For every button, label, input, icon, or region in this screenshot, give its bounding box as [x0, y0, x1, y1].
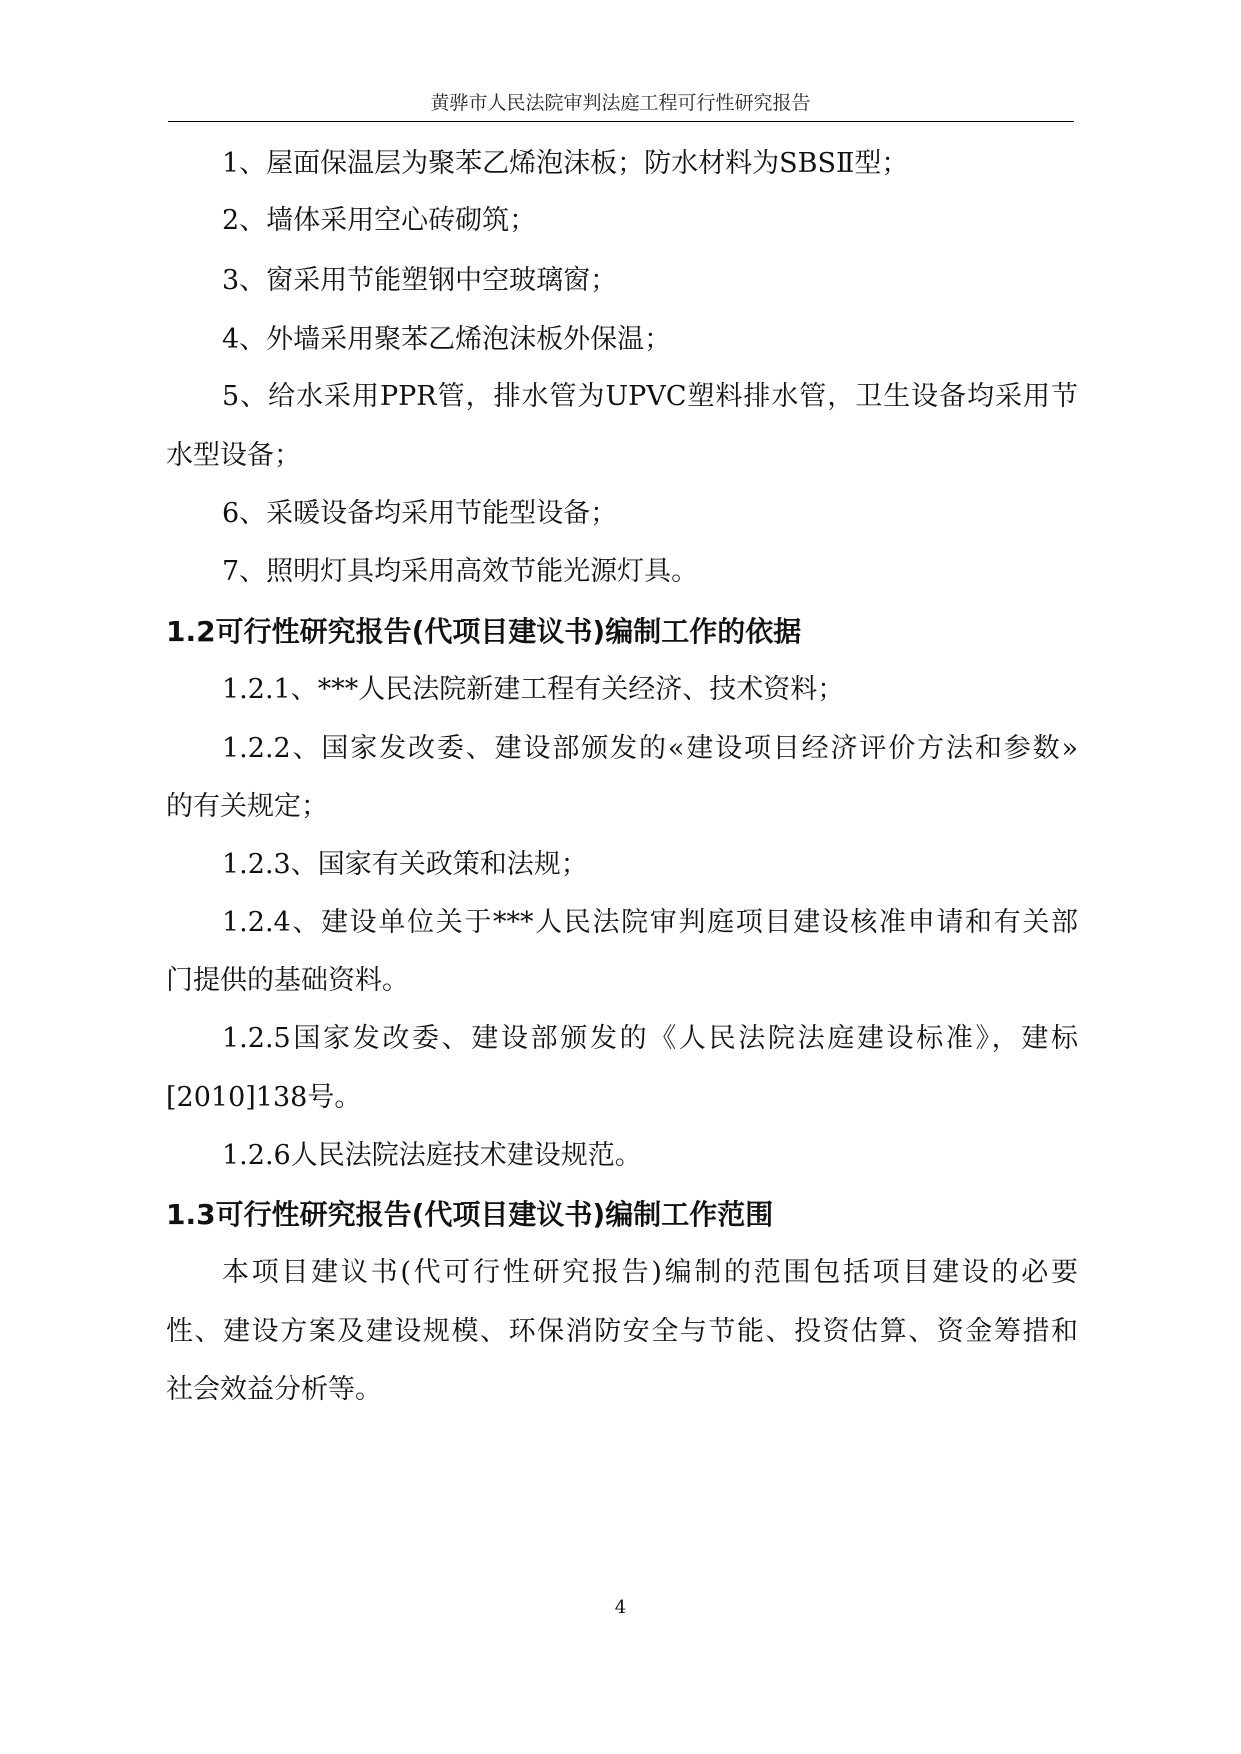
list-item: 7、照明灯具均采用高效节能光源灯具。 [222, 556, 699, 587]
paragraph-line: 1.2.1、***人民法院新建工程有关经济、技术资料； [222, 674, 845, 705]
list-item: 3、窗采用节能塑钢中空玻璃窗； [222, 265, 618, 296]
paragraph-line: 1.2.2、国家发改委、建设部颁发的«建设项目经济评价方法和参数» [222, 733, 1078, 764]
list-item: 4、外墙采用聚苯乙烯泡沫板外保温； [222, 324, 672, 355]
page-number: 4 [614, 1597, 627, 1618]
paragraph-line: 社会效益分析等。 [166, 1374, 382, 1405]
paragraph-line: 1.2.5国家发改委、建设部颁发的《人民法院法庭建设标准》，建标 [222, 1023, 1078, 1054]
list-item: 5、给水采用PPR管，排水管为UPVC塑料排水管，卫生设备均采用节 [222, 381, 1078, 412]
list-item: 2、墙体采用空心砖砌筑； [222, 205, 537, 236]
paragraph-line: 的有关规定； [166, 791, 328, 822]
paragraph-line: 1.2.3、国家有关政策和法规； [222, 849, 588, 880]
header-rule [168, 121, 1074, 122]
paragraph-line: 1.2.6人民法院法庭技术建设规范。 [222, 1140, 642, 1171]
list-item-continuation: 水型设备； [166, 440, 301, 471]
paragraph-line: [2010]138号。 [166, 1082, 362, 1113]
paragraph-line: 本项目建议书(代可行性研究报告)编制的范围包括项目建设的必要 [222, 1257, 1078, 1288]
paragraph-line: 1.2.4、建设单位关于***人民法院审判庭项目建设核准申请和有关部 [222, 907, 1078, 938]
paragraph-line: 性、建设方案及建设规模、环保消防安全与节能、投资估算、资金筹措和 [166, 1316, 1078, 1347]
running-header: 黄骅市人民法院审判法庭工程可行性研究报告 [430, 92, 811, 114]
section-heading-1-3: 1.3可行性研究报告(代项目建议书)编制工作范围 [166, 1198, 774, 1231]
list-item: 6、采暖设备均采用节能型设备； [222, 498, 618, 529]
list-item: 1、屋面保温层为聚苯乙烯泡沫板；防水材料为SBSⅡ型； [222, 148, 909, 179]
paragraph-line: 门提供的基础资料。 [166, 965, 409, 996]
section-heading-1-2: 1.2可行性研究报告(代项目建议书)编制工作的依据 [166, 615, 802, 648]
